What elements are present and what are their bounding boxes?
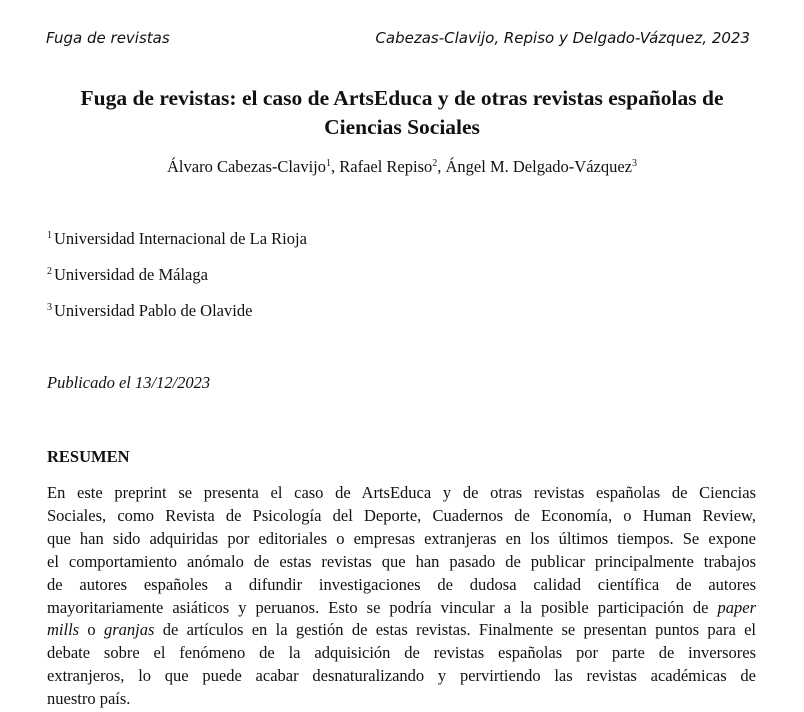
affiliation xyxy=(47,299,252,323)
affiliation-mark: 1 xyxy=(47,230,52,241)
author-name: Álvaro Cabezas-Clavijo xyxy=(167,157,326,176)
abstract-emphasis: granjas xyxy=(103,620,155,640)
abstract-line: nuestro país. xyxy=(47,689,131,709)
author-name: Rafael Repiso xyxy=(339,157,433,176)
abstract-line: Sociales, como Revista de Psicología del Deporte, Cuadernos de Economía, o Human Review, xyxy=(47,505,756,525)
running-header xyxy=(46,26,750,50)
affiliation-mark: 3 xyxy=(47,302,52,313)
abstract-line: debate sobre el fenómeno de la adquisición de revistas españolas por parte de inversores xyxy=(47,643,756,663)
author-affiliation-mark: 3 xyxy=(632,158,637,169)
author-affiliation-mark: 2 xyxy=(432,158,438,169)
affiliation xyxy=(47,227,307,251)
abstract-line: extranjeros, lo que puede acabar desnaturalizando y pervirtiendo las revistas académicas de xyxy=(47,666,756,686)
paper-title xyxy=(40,84,764,142)
abstract-text: de artículos en la gestión de estas revistas. Finalmente se presentan puntos para el xyxy=(162,620,756,640)
affiliation-mark: 2 xyxy=(47,266,52,277)
abstract-emphasis: paper xyxy=(717,597,757,617)
abstract-line: En este preprint se presenta el caso de ArtsEduca y de otras revistas españolas de Ciencias xyxy=(47,483,756,502)
abstract-heading: RESUMEN xyxy=(47,447,130,466)
affiliation-name: Universidad de Málaga xyxy=(54,265,208,284)
abstract-text: o xyxy=(87,620,96,640)
abstract-line: que han sido adquiridas por editoriales o empresas extranjeras en los últimos tiempos. Se expone xyxy=(47,528,756,548)
running-header-title: Fuga de revistas xyxy=(46,29,170,47)
abstract-line xyxy=(47,597,756,620)
abstract-emphasis: mills xyxy=(47,620,80,640)
author-list xyxy=(40,155,764,179)
publication-date: Publicado el 13/12/2023 xyxy=(47,373,211,392)
affiliation-name: Universidad Internacional de La Rioja xyxy=(54,229,307,248)
running-header-citation: Cabezas-Clavijo, Repiso y Delgado-Vázquez, 2023 xyxy=(375,29,750,47)
author-name: Ángel M. Delgado-Vázquez xyxy=(445,157,632,176)
abstract-text: mayoritariamente asiáticos y peruanos. Esto se podría vincular a la posible participación de xyxy=(47,597,709,617)
affiliation xyxy=(47,263,208,287)
paper-title-line-1: Fuga de revistas: el caso de ArtsEduca y de otras revistas españolas de xyxy=(80,86,724,110)
author-separator: , xyxy=(437,157,446,176)
paper-title-line-2: Ciencias Sociales xyxy=(324,115,480,139)
abstract-line xyxy=(47,619,756,642)
author-separator: , xyxy=(331,157,340,176)
abstract-line: el comportamiento anómalo de estas revistas que han pasado de publicar principalmente trabajos xyxy=(47,551,756,571)
affiliation-name: Universidad Pablo de Olavide xyxy=(54,301,253,320)
author-affiliation-mark: 1 xyxy=(326,158,331,169)
abstract-body xyxy=(47,482,756,711)
abstract-line: de autores españoles a difundir investigaciones de dudosa calidad científica de autores xyxy=(47,574,756,594)
